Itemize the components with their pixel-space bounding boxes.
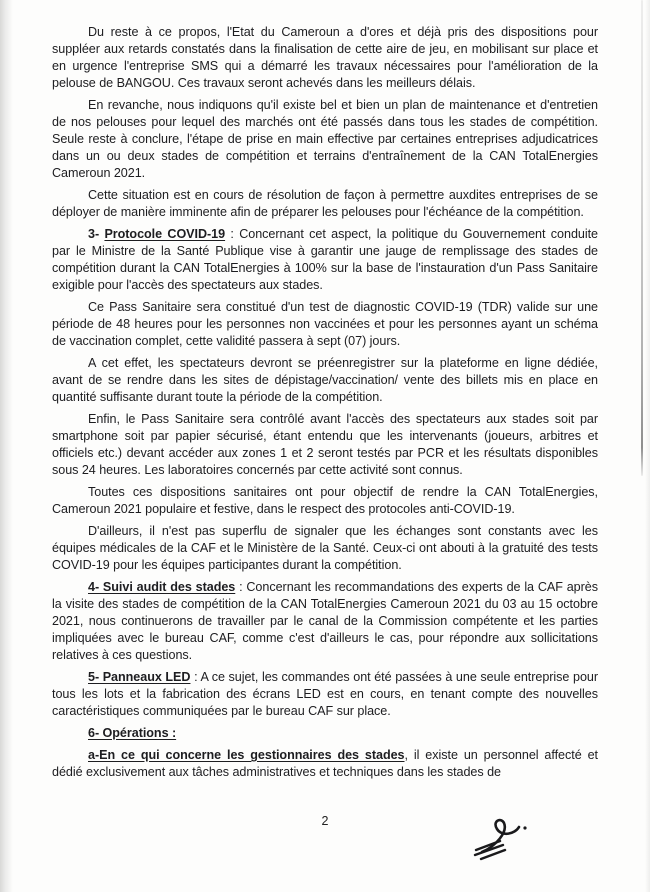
body-paragraph: Ce Pass Sanitaire sera constitué d'un test de diagnostic COVID-19 (TDR) valide sur une période de 48 heures pour les personnes non vaccinées et pour les personnes ayant un schéma de vaccination complet, cette validité passera à sept (07) jours. (52, 300, 598, 348)
document-body (52, 24, 598, 786)
section-heading: a-En ce qui concerne les gestionnaires des stades (88, 748, 405, 762)
section-heading: Protocole COVID-19 (104, 227, 226, 241)
body-paragraph: D'ailleurs, il n'est pas superflu de signaler que les échanges sont constants avec les équipes médicales de la CAF et le Ministère de la Santé. Ceux-ci ont abouti à la gratuité des tests COVID-19 pour les équipes participantes durant la compétition. (52, 524, 598, 572)
page-number: 2 (321, 814, 329, 828)
section-paragraph: a-En ce qui concerne les gestionnaires des stades, il existe un personnel affecté et dédié exclusivement aux tâches administratives et techniques dans les stades de (52, 748, 598, 779)
section-paragraph: 5- Panneaux LED : A ce sujet, les commandes ont été passées à une seule entreprise pour tous les lots et la fabrication des écrans LED est en cours, en tenant compte des nouvelles caractéristiques communiquées par le bureau CAF sur place. (52, 670, 599, 718)
section-heading: 5- Panneaux LED (88, 670, 191, 684)
section-paragraph: 3- Protocole COVID-19 : Concernant cet aspect, la politique du Gouvernement conduite par le Ministre de la Santé Publique vise à garantir une jauge de remplissage des stades de compétition durant la CAN TotalEnergies à 100% sur la base de l'instauration d'un Pass Sanitaire exigible pour l'accès des spectateurs aux stades. (52, 227, 599, 292)
body-paragraph: Toutes ces dispositions sanitaires ont pour objectif de rendre la CAN TotalEnergies, Cameroun 2021 populaire et festive, dans le respect des protocoles anti-COVID-19. (52, 485, 598, 516)
signature-paraph-icon (468, 814, 556, 878)
section-number: 3- (88, 227, 105, 241)
section-heading: 4- Suivi audit des stades (88, 580, 236, 594)
section-heading: 6- Opérations : (88, 726, 177, 740)
body-paragraph: A cet effet, les spectateurs devront se préenregistrer sur la plateforme en ligne dédiée, avant de se rendre dans les sites de dépistage/vaccination/ vente des billets mis en place en quantité suffisante durant toute la période de la compétition. (52, 356, 598, 404)
body-paragraph: Cette situation est en cours de résolution de façon à permettre auxdites entreprises de se déployer de manière imminente afin de préparer les pelouses pour l'échéance de la compétition. (52, 188, 598, 219)
scan-left-edge-shadow (0, 0, 13, 892)
scan-right-fold-line (641, 0, 644, 476)
section-paragraph: 4- Suivi audit des stades : Concernant les recommandations des experts de la CAF après la visite des stades de compétition de la CAN TotalEnergies Cameroun 2021 du 03 au 15 octobre 2021, nous continuerons de travailler par le canal de la Commission compétente et les parties impliquées avec le bureau CAF, comme c'est d'ailleurs le cas, pour répondre aux sollicitations relatives à ces questions. (52, 580, 598, 662)
body-paragraph: Enfin, le Pass Sanitaire sera contrôlé avant l'accès des spectateurs aux stades soit par smartphone soit par papier sécurisé, étant entendu que les intervenants (joueurs, arbitres et officiels etc.) devant accéder aux zones 1 et 2 seront testés par PCR et les résultats disponibles sous 24 heures. Les laboratoires concernés par cette activité sont connus. (52, 412, 598, 477)
section-paragraph (52, 725, 598, 742)
scan-right-edge-shadow (645, 0, 650, 892)
body-paragraph: En revanche, nous indiquons qu'il existe bel et bien un plan de maintenance et d'entretien de nos pelouses pour lequel des marchés ont été passés dans tous les stades de compétition. Seule reste à conclure, l'étape de prise en main effective par certaines entreprises adjudicatrices dans un ou deux stades de compétition et terrains d'entraînement de la CAN TotalEnergies Cameroun 2021. (52, 98, 598, 180)
body-paragraph: Du reste à ce propos, l'Etat du Cameroun a d'ores et déjà pris des dispositions pour suppléer aux retards constatés dans la finalisation de cette aire de jeu, en mobilisant sur place et en urgence l'entreprise SMS qui a démarré les travaux nécessaires pour l'amélioration de la pelouse de BANGOU. Ces travaux seront achevés dans les meilleurs délais. (52, 25, 598, 90)
